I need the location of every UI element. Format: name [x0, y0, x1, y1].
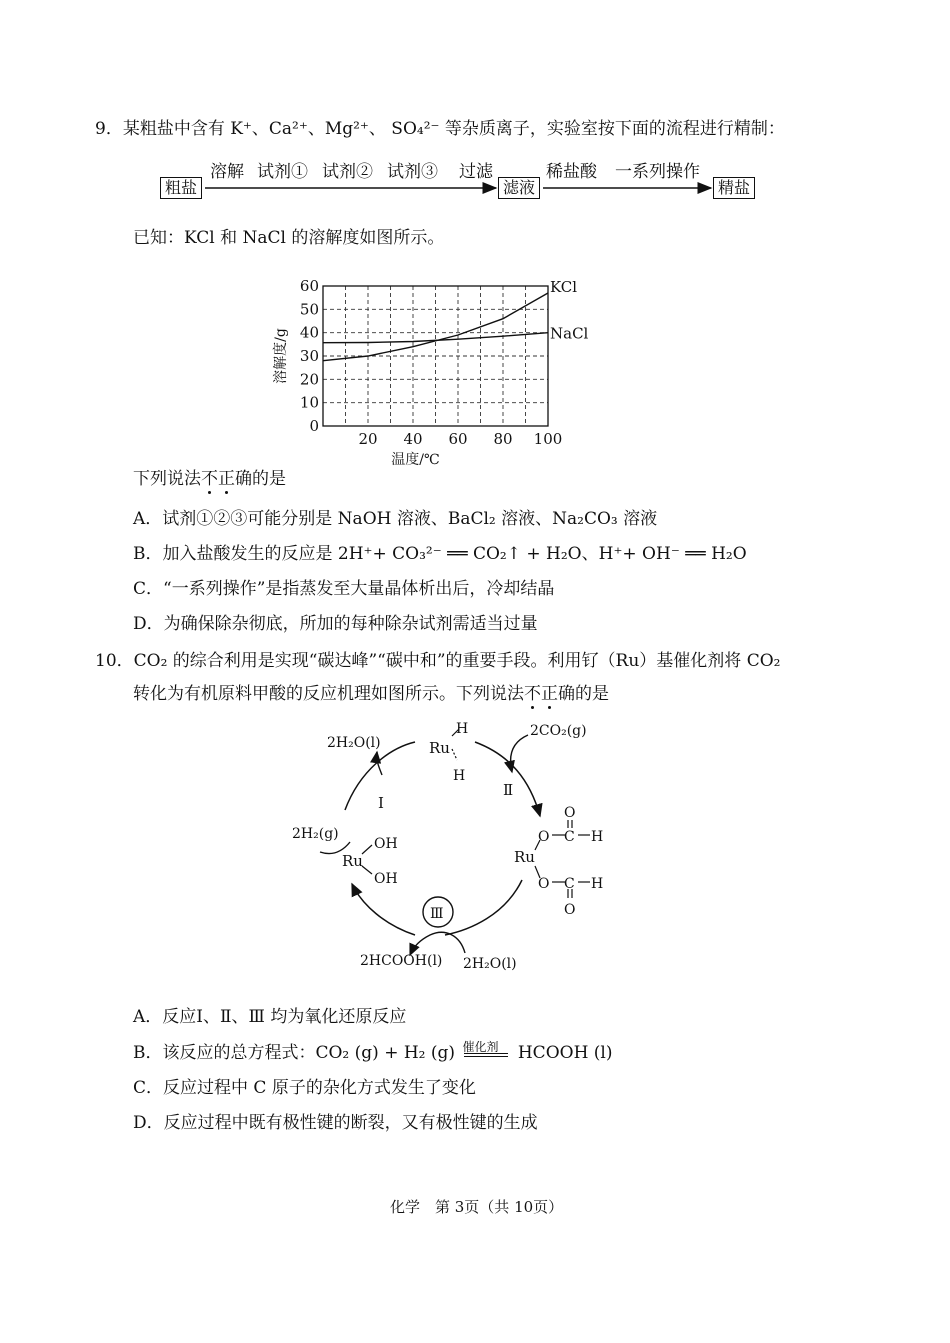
left-ru: Ru [342, 852, 363, 870]
right-o2: O [538, 876, 550, 892]
y-tick-label: 0 [309, 417, 319, 435]
cycle-arc-II [475, 742, 540, 816]
q10-emph-char-2: 正 [541, 684, 558, 704]
label-step-I: Ⅰ [378, 794, 384, 812]
x-tick-label: 60 [448, 430, 468, 448]
flow-step-reagent3: 试剂③ [387, 162, 438, 182]
q10-stem-post: 确的是 [558, 684, 609, 704]
page-footer: 化学 第 3页（共 10页） [390, 1198, 564, 1216]
flow-step-filter: 过滤 [459, 162, 493, 182]
right-o1-carbonyl: O [564, 805, 576, 821]
y-tick-label: 60 [299, 277, 319, 295]
q10-stem-line1: 10．CO₂ 的综合利用是实现“碳达峰”“碳中和”的重要手段。利用钌（Ru）基催化剂将 CO₂ [95, 651, 781, 671]
q10-stem-pre: 转化为有机原料甲酸的反应机理如图所示。下列说法 [133, 684, 524, 704]
right-c2: C [564, 876, 575, 892]
flow-step-hcl: 稀盐酸 [546, 162, 597, 182]
catalyst-label: 催化剂 [462, 1040, 499, 1054]
cycle-arc-III-right [445, 880, 522, 935]
label-step-III: Ⅲ [430, 906, 444, 922]
q10-option-b-post: HCOOH (l) [517, 1043, 613, 1063]
y-tick-label: 10 [299, 393, 319, 412]
q9-question-text: 下列说法不正确的是 [133, 469, 286, 489]
flow-step-reagent2: 试剂② [322, 162, 373, 182]
y-tick-label: 50 [299, 300, 319, 319]
flow-step-dissolve: 溶解 [210, 162, 244, 182]
q10-option-d: D．反应过程中既有极性键的断裂，又有极性键的生成 [133, 1113, 538, 1133]
top-h1: H [456, 721, 469, 737]
q9-option-b: B．加入盐酸发生的反应是 2H⁺+ CO₃²⁻ ══ CO₂↑ + H₂O、H⁺+ OH⁻ ══ H₂O [133, 544, 747, 564]
q10-emph-char-1: 不 [524, 684, 541, 704]
flow-step-operations: 一系列操作 [615, 162, 700, 182]
flow-box-refined-salt: 精盐 [713, 177, 755, 199]
y-tick-label: 20 [299, 370, 319, 389]
x-tick-label: 100 [533, 430, 563, 448]
y-tick-label: 30 [299, 347, 319, 365]
flow-box-filtrate: 滤液 [498, 177, 540, 199]
flow-box-crude-salt: 粗盐 [160, 177, 202, 199]
x-tick-label: 20 [358, 430, 378, 448]
right-h2: H [591, 876, 604, 892]
q10-option-c: C．反应过程中 C 原子的杂化方式发生了变化 [133, 1078, 476, 1098]
out-h2o-arrow [377, 752, 382, 775]
y-axis-label: 溶解度/g [273, 328, 289, 384]
q10-option-b-pre: B．该反应的总方程式：CO₂ (g) + H₂ (g) [133, 1043, 456, 1063]
right-o2-carbonyl: O [564, 902, 576, 918]
right-c1: C [564, 829, 575, 845]
x-axis-label: 温度/℃ [391, 452, 440, 468]
cycle-arc-III-left [352, 884, 415, 935]
top-ru: Ru [429, 739, 450, 757]
y-tick-label: 40 [299, 323, 319, 342]
flow-step-reagent1: 试剂① [257, 162, 308, 182]
right-o1: O [538, 829, 550, 845]
q9-option-c: C．“一系列操作”是指蒸发至大量晶体析出后，冷却结晶 [133, 579, 555, 599]
series-label-kcl: KCl [550, 278, 578, 296]
input-co2: 2CO₂(g) [530, 723, 587, 739]
left-oh1: OH [374, 836, 398, 852]
h2o-in-hcooh-out-arrow [410, 932, 465, 955]
q9-option-a: A．试剂①②③可能分别是 NaOH 溶液、BaCl₂ 溶液、Na₂CO₃ 溶液 [133, 509, 658, 529]
output-h2o: 2H₂O(l) [327, 735, 381, 751]
x-tick-label: 40 [403, 430, 423, 448]
q10-option-b [133, 1041, 613, 1065]
q9-stem: 9．某粗盐中含有 K⁺、Ca²⁺、Mg²⁺、 SO₄²⁻ 等杂质离子，实验室按下面的流程进行精制： [95, 119, 785, 139]
top-h2: H [453, 768, 466, 784]
input-h2: 2H₂(g) [292, 826, 339, 842]
q9-option-d: D．为确保除杂彻底，所加的每种除杂试剂需适当过量 [133, 614, 538, 634]
output-hcooh: 2HCOOH(l) [360, 953, 443, 969]
q10-option-a: A．反应Ⅰ、Ⅱ、Ⅲ 均为氧化还原反应 [133, 1007, 407, 1027]
x-tick-label: 80 [493, 430, 513, 448]
series-label-nacl: NaCl [550, 324, 589, 343]
input-h2o: 2H₂O(l) [463, 956, 517, 972]
q9-known: 已知：KCl 和 NaCl 的溶解度如图所示。 [133, 228, 445, 248]
left-oh2: OH [374, 871, 398, 887]
right-ru: Ru [514, 848, 535, 866]
label-step-II: Ⅱ [503, 781, 514, 799]
right-h1: H [591, 829, 604, 845]
